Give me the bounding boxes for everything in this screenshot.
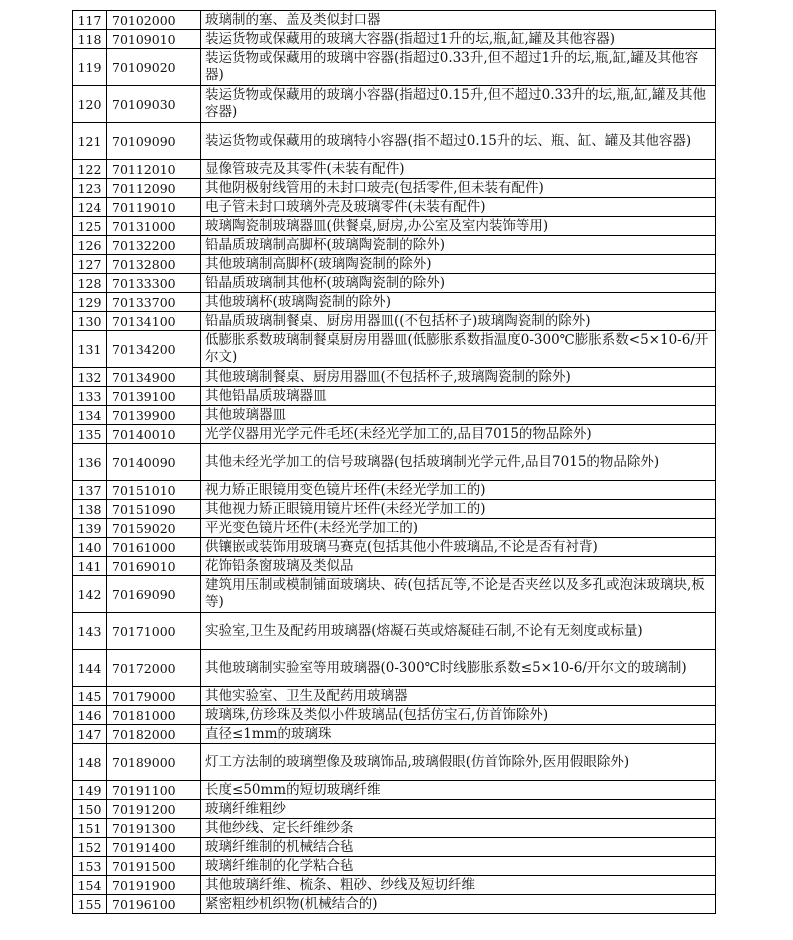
hs-code: 70133700 [107,293,201,312]
item-description: 建筑用压制或模制铺面玻璃块、砖(包括瓦等,不论是否夹丝以及多孔或泡沫玻璃块,板等) [201,576,716,613]
hs-code: 70172000 [107,650,201,687]
table-row [73,236,716,255]
row-number: 146 [73,706,107,725]
table-row [73,406,716,425]
hs-code: 70191100 [107,781,201,800]
table-row [73,800,716,819]
hs-code: 70181000 [107,706,201,725]
item-description: 实验室,卫生及配药用玻璃器(熔凝石英或熔凝硅石制,不论有无刻度或标量) [201,613,716,650]
hs-code: 70132800 [107,255,201,274]
table-row [73,557,716,576]
item-description: 装运货物或保藏用的玻璃小容器(指超过0.15升,但不超过0.33升的坛,瓶,缸,罐及其他容器) [201,86,716,123]
item-description: 装运货物或保藏用的玻璃大容器(指超过1升的坛,瓶,缸,罐及其他容器) [201,30,716,49]
row-number: 123 [73,179,107,198]
hs-code: 70159020 [107,519,201,538]
hs-code: 70139100 [107,387,201,406]
hs-code: 70134200 [107,331,201,368]
item-description: 灯工方法制的玻璃塑像及玻璃饰品,玻璃假眼(仿首饰除外,医用假眼除外) [201,744,716,781]
row-number: 155 [73,895,107,914]
table-row [73,481,716,500]
table-row [73,687,716,706]
item-description: 其他玻璃杯(玻璃陶瓷制的除外) [201,293,716,312]
row-number: 149 [73,781,107,800]
hs-code: 70169010 [107,557,201,576]
table-row [73,500,716,519]
hs-code: 70109020 [107,49,201,86]
table-row [73,123,716,160]
table-row [73,274,716,293]
hs-code: 70140010 [107,425,201,444]
table-row [73,444,716,481]
hs-code: 70102000 [107,11,201,30]
row-number: 138 [73,500,107,519]
item-description: 玻璃纤维制的机械结合毡 [201,838,716,857]
table-row [73,331,716,368]
row-number: 139 [73,519,107,538]
item-description: 玻璃珠,仿珍珠及类似小件玻璃品(包括仿宝石,仿首饰除外) [201,706,716,725]
hs-code: 70191500 [107,857,201,876]
hs-code: 70112090 [107,179,201,198]
item-description: 其他未经光学加工的信号玻璃器(包括玻璃制光学元件,品目7015的物品除外) [201,444,716,481]
table-row [73,425,716,444]
item-description: 紧密粗纱机织物(机械结合的) [201,895,716,914]
row-number: 145 [73,687,107,706]
row-number: 137 [73,481,107,500]
table-row [73,160,716,179]
table-row [73,217,716,236]
item-description: 其他玻璃制高脚杯(玻璃陶瓷制的除外) [201,255,716,274]
hs-code: 70134100 [107,312,201,331]
table-row [73,857,716,876]
row-number: 135 [73,425,107,444]
hs-code: 70109090 [107,123,201,160]
row-number: 141 [73,557,107,576]
table-row [73,538,716,557]
row-number: 128 [73,274,107,293]
hs-code: 70109010 [107,30,201,49]
row-number: 140 [73,538,107,557]
item-description: 其他阴极射线管用的未封口玻壳(包括零件,但未装有配件) [201,179,716,198]
item-description: 玻璃纤维粗纱 [201,800,716,819]
hs-code: 70131000 [107,217,201,236]
hs-code: 70151090 [107,500,201,519]
table-row [73,387,716,406]
item-description: 其他纱线、定长纤维纱条 [201,819,716,838]
hs-code: 70112010 [107,160,201,179]
table-row [73,576,716,613]
item-description: 低膨胀系数玻璃制餐桌厨房用器皿(低膨胀系数指温度0-300℃膨胀系数<5×10-6/开尔文) [201,331,716,368]
item-description: 长度≤50mm的短切玻璃纤维 [201,781,716,800]
row-number: 148 [73,744,107,781]
item-description: 其他视力矫正眼镜用镜片坯件(未经光学加工的) [201,500,716,519]
item-description: 玻璃陶瓷制玻璃器皿(供餐桌,厨房,办公室及室内装饰等用) [201,217,716,236]
row-number: 152 [73,838,107,857]
row-number: 144 [73,650,107,687]
item-description: 其他铅晶质玻璃器皿 [201,387,716,406]
item-description: 其他玻璃纤维、梳条、粗砂、纱线及短切纤维 [201,876,716,895]
table-row [73,368,716,387]
hs-code: 70134900 [107,368,201,387]
table-row [73,613,716,650]
item-description: 电子管未封口玻璃外壳及玻璃零件(未装有配件) [201,198,716,217]
row-number: 122 [73,160,107,179]
table-row [73,781,716,800]
row-number: 136 [73,444,107,481]
row-number: 129 [73,293,107,312]
table-row [73,179,716,198]
hs-code: 70191300 [107,819,201,838]
table-row [73,706,716,725]
item-description: 视力矫正眼镜用变色镜片坯件(未经光学加工的) [201,481,716,500]
row-number: 125 [73,217,107,236]
row-number: 133 [73,387,107,406]
item-description: 玻璃纤维制的化学粘合毡 [201,857,716,876]
table-row [73,86,716,123]
hs-code: 70132200 [107,236,201,255]
item-description: 其他实验室、卫生及配药用玻璃器 [201,687,716,706]
item-description: 装运货物或保藏用的玻璃中容器(指超过0.33升,但不超过1升的坛,瓶,缸,罐及其他容器) [201,49,716,86]
row-number: 147 [73,725,107,744]
table-row [73,838,716,857]
hs-code: 70119010 [107,198,201,217]
hs-code: 70140090 [107,444,201,481]
hs-code: 70169090 [107,576,201,613]
hs-code: 70109030 [107,86,201,123]
table-row [73,30,716,49]
row-number: 119 [73,49,107,86]
hs-code: 70161000 [107,538,201,557]
row-number: 150 [73,800,107,819]
row-number: 142 [73,576,107,613]
row-number: 130 [73,312,107,331]
hs-code: 70191200 [107,800,201,819]
item-description: 其他玻璃器皿 [201,406,716,425]
item-description: 玻璃制的塞、盖及类似封口器 [201,11,716,30]
table-row [73,255,716,274]
table-row [73,293,716,312]
table-row [73,312,716,331]
row-number: 124 [73,198,107,217]
table-row [73,725,716,744]
hs-code: 70191400 [107,838,201,857]
table-row [73,876,716,895]
item-description: 供镶嵌或装饰用玻璃马赛克(包括其他小件玻璃品,不论是否有衬背) [201,538,716,557]
row-number: 153 [73,857,107,876]
hs-code: 70196100 [107,895,201,914]
row-number: 126 [73,236,107,255]
hs-code: 70182000 [107,725,201,744]
item-description: 花饰铅条窗玻璃及类似品 [201,557,716,576]
row-number: 131 [73,331,107,368]
hs-code: 70179000 [107,687,201,706]
row-number: 151 [73,819,107,838]
row-number: 118 [73,30,107,49]
table-row [73,519,716,538]
table-row [73,11,716,30]
row-number: 117 [73,11,107,30]
item-description: 铅晶质玻璃制其他杯(玻璃陶瓷制的除外) [201,274,716,293]
row-number: 132 [73,368,107,387]
hs-code: 70139900 [107,406,201,425]
row-number: 143 [73,613,107,650]
table-row [73,744,716,781]
item-description: 其他玻璃制餐桌、厨房用器皿(不包括杯子,玻璃陶瓷制的除外) [201,368,716,387]
table-row [73,819,716,838]
row-number: 120 [73,86,107,123]
tariff-table [72,10,716,914]
hs-code: 70151010 [107,481,201,500]
table-row [73,895,716,914]
row-number: 154 [73,876,107,895]
item-description: 装运货物或保藏用的玻璃特小容器(指不超过0.15升的坛、瓶、缸、罐及其他容器) [201,123,716,160]
item-description: 直径≤1mm的玻璃珠 [201,725,716,744]
table-row [73,49,716,86]
table-row [73,650,716,687]
item-description: 光学仪器用光学元件毛坯(未经光学加工的,品目7015的物品除外) [201,425,716,444]
row-number: 121 [73,123,107,160]
hs-code: 70191900 [107,876,201,895]
item-description: 其他玻璃制实验室等用玻璃器(0-300℃时线膨胀系数≤5×10-6/开尔文的玻璃制) [201,650,716,687]
item-description: 铅晶质玻璃制餐桌、厨房用器皿((不包括杯子)玻璃陶瓷制的除外) [201,312,716,331]
hs-code: 70133300 [107,274,201,293]
item-description: 显像管玻壳及其零件(未装有配件) [201,160,716,179]
item-description: 平光变色镜片坯件(未经光学加工的) [201,519,716,538]
hs-code: 70171000 [107,613,201,650]
hs-code: 70189000 [107,744,201,781]
row-number: 134 [73,406,107,425]
table-row [73,198,716,217]
row-number: 127 [73,255,107,274]
item-description: 铅晶质玻璃制高脚杯(玻璃陶瓷制的除外) [201,236,716,255]
